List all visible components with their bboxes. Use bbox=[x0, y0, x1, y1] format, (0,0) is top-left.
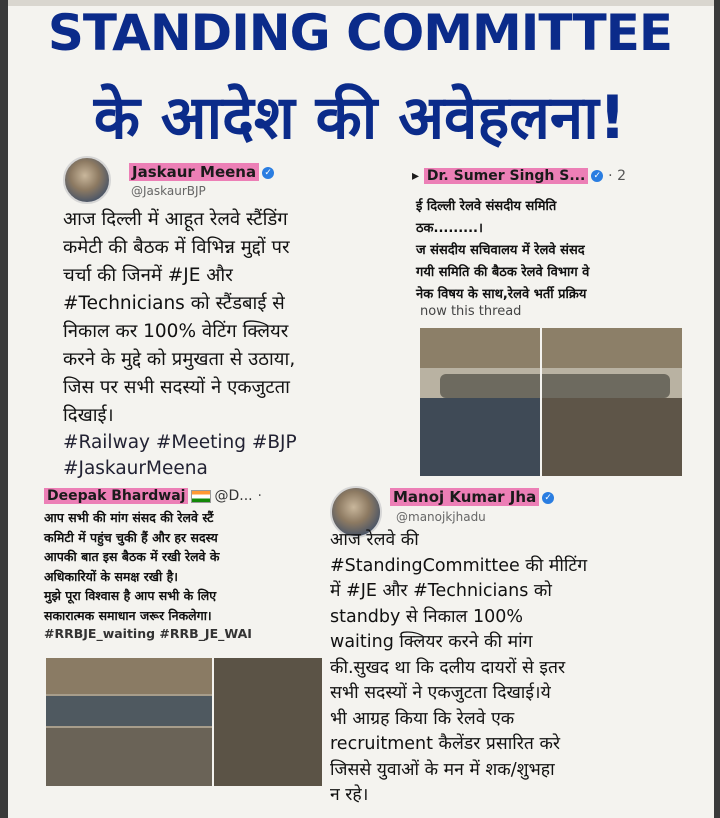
photo-people bbox=[420, 398, 540, 476]
verified-badge-icon: ✓ bbox=[542, 492, 554, 504]
headline-line-2: के आदेश की अवेहलना! bbox=[93, 83, 627, 153]
meeting-photo bbox=[420, 328, 682, 476]
post-deepak-bhardwaj bbox=[40, 486, 326, 792]
post-text: आज रेलवे की #StandingCommittee की मीटिंग में #JE और #Technicians को standby से निकाल 100% waiting क्लियर करने की मांग की.सुखद था कि दलीय दायरों से इतर सभी सदस्यों ने एकजुटता दिखाई।ये भी आग्रह किया कि रेलवे एक recruitment कैलेंडर प्रसारित करे जिससे युवाओं के मन में शक/शुभहा न रहे। bbox=[330, 530, 588, 805]
verified-badge-icon: ✓ bbox=[591, 170, 603, 182]
avatar bbox=[63, 156, 111, 204]
post-hashtags: #Railway #Meeting #BJP #JaskaurMeena bbox=[63, 432, 297, 479]
left-edge bbox=[0, 0, 8, 818]
photo-table bbox=[440, 374, 670, 398]
post-hashtags: #RRBJE_waiting #RRB_JE_WAI bbox=[44, 626, 252, 641]
post-text: ई दिल्ली रेलवे संसदीय समिति ठक.........। ज संसदीय सचिवालय में रेलवे संसद गयी समिति की बैठक रेलवे विभाग वे नेक विषय के साथ,रेलवे भर्ती प्रक्रिय bbox=[416, 199, 590, 302]
post-manoj-kumar-jha bbox=[326, 480, 696, 810]
meeting-photo bbox=[46, 658, 322, 786]
photo-divider bbox=[540, 328, 542, 476]
verified-badge-icon: ✓ bbox=[262, 167, 274, 179]
post-author: Deepak Bhardwaj @D... · bbox=[44, 488, 262, 504]
right-edge bbox=[714, 0, 720, 818]
post-handle: @manojkjhadu bbox=[396, 510, 486, 524]
india-flag-icon bbox=[191, 490, 211, 503]
post-handle: @JaskaurBJP bbox=[131, 184, 206, 198]
post-text: आज दिल्ली में आहूत रेलवे स्टैंडिंग कमेटी की बैठक में विभिन्न मुद्दों पर चर्चा की जिनमें #JE और #Technicians को स्टैंडबाई से निकाल कर 100% वेटिंग क्लियर करने के मुद्दे को प्रमुखता से उठाया, जिस पर सभी सदस्यों ने एकजुटता दिखाई। bbox=[63, 209, 296, 426]
photo-table bbox=[46, 696, 212, 726]
photo-people bbox=[46, 728, 212, 786]
photo-people bbox=[214, 658, 322, 786]
post-author: ▸ Dr. Sumer Singh S... ✓ · 2 bbox=[412, 168, 626, 184]
show-thread-link[interactable]: now this thread bbox=[420, 304, 522, 319]
post-sumer-singh bbox=[410, 162, 682, 480]
pin-icon: ▸ bbox=[412, 168, 420, 184]
photo-wall bbox=[420, 328, 682, 368]
post-text: आप सभी की मांग संसद की रेलवे स्टैं कमिटी में पहुंच चुकी हैं और हर सदस्य आपकी बात इस बैठक में रखी रेलवे के अधिकारियों के समक्ष रखी है। मुझे पूरा विश्वास है आप सभी के लिए सकारात्मक समाधान जरूर निकलेगा। bbox=[44, 510, 220, 623]
post-author: Manoj Kumar Jha ✓ bbox=[390, 488, 554, 506]
headline-line-1: STANDING COMMITTEE bbox=[47, 4, 673, 62]
photo-people bbox=[542, 398, 682, 476]
post-jaskaur-meena bbox=[55, 150, 395, 482]
photo-divider bbox=[212, 658, 214, 786]
post-author: Jaskaur Meena ✓ bbox=[129, 163, 274, 181]
